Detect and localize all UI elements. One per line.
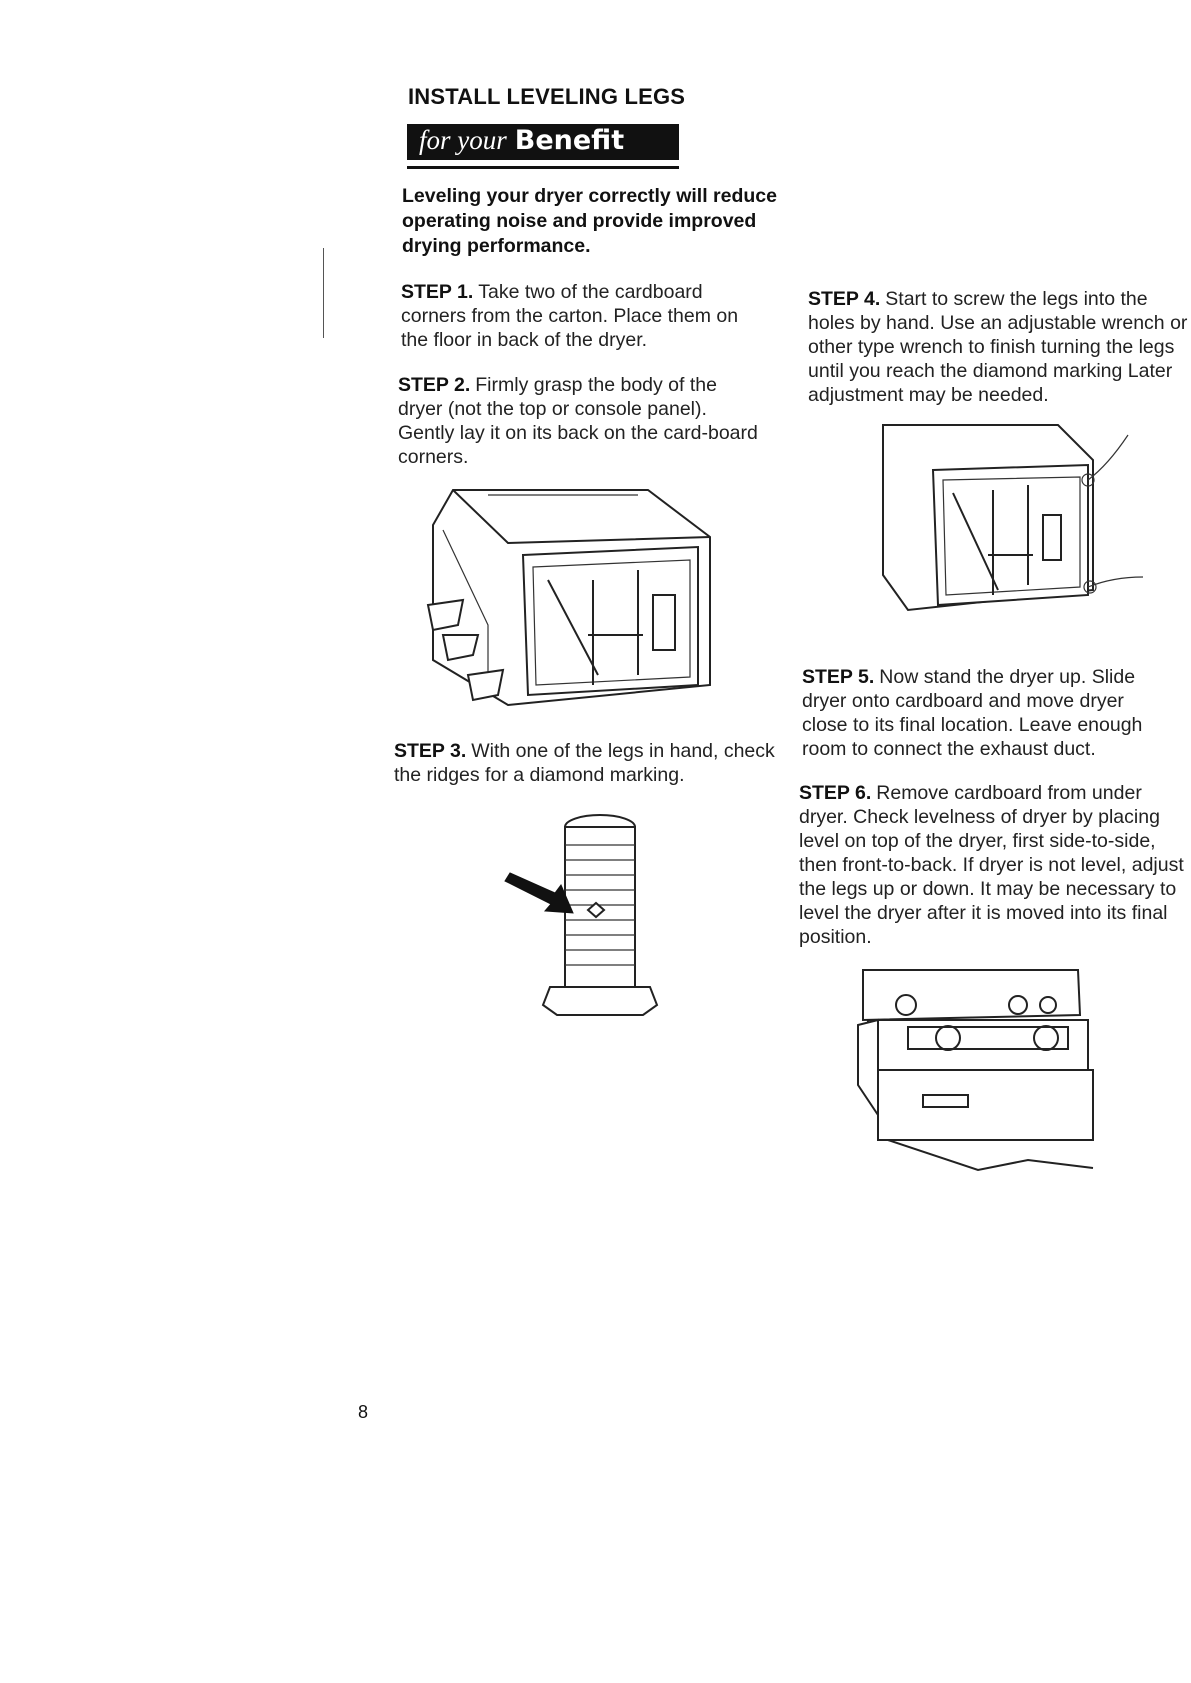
dryer-on-back-illustration — [428, 485, 718, 715]
step-3-label: STEP 3. — [394, 740, 467, 762]
page-heading: INSTALL LEVELING LEGS — [408, 84, 686, 109]
step-6-text: Remove cardboard from under dryer. Check levelness of dryer by placing level on top of the dryer, first side-to-side, then front-to-back. If dryer is not level, adjust the legs up or down. It may be necessary to level the dryer after it is moved into its final position. — [799, 782, 1184, 948]
step-5-text: Now stand the dryer up. Slide dryer onto cardboard and move dryer close to its final location. Leave enough room to connect the exhaust duct. — [802, 666, 1143, 760]
benefit-badge-prefix: for your — [419, 125, 507, 155]
step-1 — [401, 280, 761, 352]
step-5 — [802, 665, 1174, 761]
step-3 — [394, 739, 784, 787]
page-number: 8 — [358, 1402, 369, 1422]
step-4-text: Start to screw the legs into the holes by hand. Use an adjustable wrench or other type wrench to finish turning the legs until you reach the diamond marking Later adjustment may be needed. — [808, 288, 1188, 406]
benefit-badge — [407, 124, 679, 160]
dryer-leveled-illustration — [858, 965, 1118, 1175]
benefit-underline — [407, 166, 679, 169]
step-2-text: Firmly grasp the body of the dryer (not the top or console panel). Gently lay it on its back on the card-board corners. — [398, 374, 758, 468]
margin-rule — [323, 248, 324, 338]
step-6 — [799, 781, 1189, 949]
step-2-label: STEP 2. — [398, 374, 471, 396]
step-2 — [398, 373, 760, 469]
leveling-leg-illustration — [505, 815, 655, 1015]
step-1-label: STEP 1. — [401, 281, 474, 303]
step-3-text: With one of the legs in hand, check the ridges for a diamond marking. — [394, 740, 775, 786]
step-1-text: Take two of the cardboard corners from the carton. Place them on the floor in back of the dryer. — [401, 281, 739, 351]
step-6-label: STEP 6. — [799, 782, 872, 804]
step-4-label: STEP 4. — [808, 288, 881, 310]
screwing-legs-illustration — [878, 425, 1148, 615]
benefit-badge-word: Benefit — [514, 125, 625, 156]
step-4 — [808, 287, 1191, 407]
step-5-label: STEP 5. — [802, 666, 875, 688]
intro-text: Leveling your dryer correctly will reduce operating noise and provide improved drying performance. — [402, 185, 777, 257]
